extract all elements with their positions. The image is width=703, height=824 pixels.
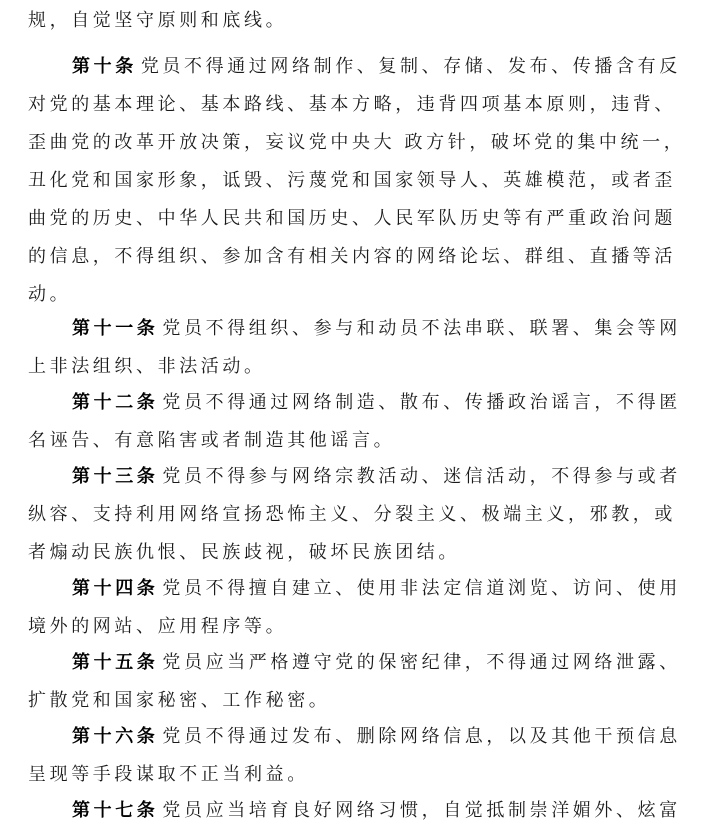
article-13-heading-line: 第十三条 党员不得参与网络宗教活动、迷信活动，不得参与或者	[72, 466, 681, 487]
text-line: 歪曲党的改革开放决策，妄议党中央大 政方针，破坏党的集中统一，	[28, 132, 686, 153]
text-line: 名诬告、有意陷害或者制造其他谣言。	[28, 430, 396, 451]
text-line: 规，自觉坚守原则和底线。	[28, 10, 288, 31]
text-line: 丑化党和国家形象，诋毁、污蔑党和国家领导人、英雄模范，或者歪	[28, 170, 676, 191]
article-number: 第十五条	[72, 652, 159, 673]
article-17-heading-line: 第十七条 党员应当培育良好网络习惯，自觉抵制崇洋媚外、炫富	[72, 800, 681, 821]
article-16-heading-line: 第十六条 党员不得通过发布、删除网络信息，以及其他干预信息	[72, 726, 681, 747]
text-line: 呈现等手段谋取不正当利益。	[28, 764, 309, 785]
article-14-heading-line: 第十四条 党员不得擅自建立、使用非法定信道浏览、访问、使用	[72, 578, 681, 599]
article-number: 第十七条	[72, 800, 159, 821]
article-10-heading-line: 第十条 党员不得通过网络制作、复制、存储、发布、传播含有反	[72, 56, 681, 77]
article-12-heading-line: 第十二条 党员不得通过网络制造、散布、传播政治谣言，不得匿	[72, 392, 681, 413]
text-line: 者煽动民族仇恨、民族歧视，破坏民族团结。	[28, 542, 460, 563]
text-line: 纵容、支持利用网络宣扬恐怖主义、分裂主义、极端主义，邪教，或	[28, 504, 676, 525]
text-line: 上非法组织、非法活动。	[28, 356, 266, 377]
article-15-heading-line: 第十五条 党员应当严格遵守党的保密纪律，不得通过网络泄露、	[72, 652, 681, 673]
article-11-heading-line: 第十一条 党员不得组织、参与和动员不法串联、联署、集会等网	[72, 318, 681, 339]
text-line: 境外的网站、应用程序等。	[28, 616, 288, 637]
text-line: 动。	[28, 284, 72, 305]
article-number: 第十条	[72, 56, 137, 77]
article-number: 第十一条	[72, 318, 159, 339]
article-number: 第十二条	[72, 392, 159, 413]
text-line: 对党的基本理论、基本路线、基本方略，违背四项基本原则，违背、	[28, 94, 676, 115]
article-number: 第十六条	[72, 726, 159, 747]
text-line: 的信息，不得组织、参加含有相关内容的网络论坛、群组、直播等活	[28, 246, 676, 267]
article-number: 第十三条	[72, 466, 159, 487]
article-number: 第十四条	[72, 578, 159, 599]
text-line: 曲党的历史、中华人民共和国历史、人民军队历史等有严重政治问题	[28, 208, 676, 229]
text-line: 扩散党和国家秘密、工作秘密。	[28, 690, 331, 711]
